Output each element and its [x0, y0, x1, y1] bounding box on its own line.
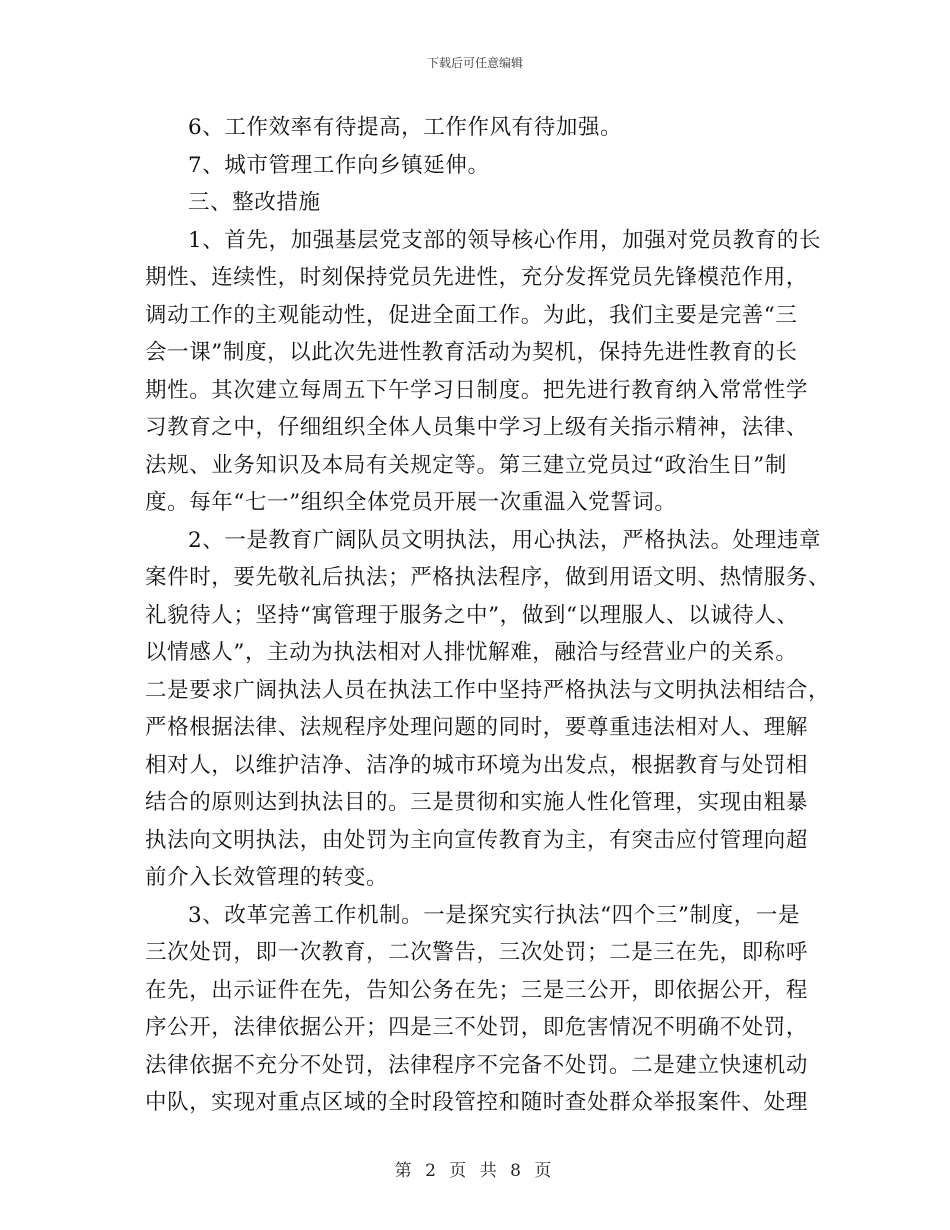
paragraph-line: 二是要求广阔执法人员在执法工作中坚持严格执法与文明执法相结合，: [145, 677, 831, 703]
list-item-7: 7、城市管理工作向乡镇延伸。: [188, 152, 490, 178]
paragraph-line: 以情感人”，主动为执法相对人排忧解难，融洽与经营业户的关系。: [145, 640, 798, 665]
paragraph-line: 相对人，以维护洁净、洁净的城市环境为出发点，根据教育与处罚相: [145, 752, 809, 778]
paragraph-line: 1、首先，加强基层党支部的领导核心作用，加强对党员教育的长: [188, 227, 822, 253]
page-header: 下载后可任意编辑: [426, 56, 523, 70]
paragraph-line: 度。每年“七一”组织全体党员开展一次重温入党誓词。: [145, 490, 677, 515]
paragraph-line: 序公开，法律依据公开；四是三不处罚，即危害情况不明确不处罚，: [145, 1015, 809, 1040]
paragraph-line: 期性、连续性，时刻保持党员先进性，充分发挥党员先锋模范作用，: [145, 265, 809, 290]
paragraph-line: 2、一是教育广阔队员文明执法，用心执法，严格执法。处理违章: [188, 527, 822, 553]
paragraph-line: 法律依据不充分不处罚，法律程序不完备不处罚。二是建立快速机动: [145, 1052, 809, 1078]
paragraph-line: 在先，出示证件在先，告知公务在先；三是三公开，即依据公开，程: [145, 977, 809, 1003]
paragraph-line: 礼貌待人；坚持“寓管理于服务之中”，做到“以理服人、以诚待人、: [145, 602, 799, 628]
paragraph-line: 3、改革完善工作机制。一是探究实行执法“四个三”制度，一是: [188, 902, 801, 928]
paragraph-line: 严格根据法律、法规程序处理问题的同时，要尊重违法相对人、理解: [145, 715, 809, 740]
paragraph-line: 案件时，要先敬礼后执法；严格执法程序，做到用语文明、热情服务、: [145, 565, 831, 590]
paragraph-line: 会一课”制度，以此次先进性教育活动为契机，保持先进性教育的长: [145, 340, 798, 365]
paragraph-line: 期性。其次建立每周五下午学习日制度。把先进行教育纳入常常性学: [145, 377, 809, 403]
page-footer: 第 2 页 共 8 页: [394, 1161, 556, 1181]
paragraph-line: 调动工作的主观能动性，促进全面工作。为此，我们主要是完善“三: [145, 302, 798, 328]
paragraph-line: 中队，实现对重点区域的全时段管控和随时查处群众举报案件、处理: [145, 1090, 809, 1115]
paragraph-line: 执法向文明执法，由处罚为主向宣传教育为主，有突击应付管理向超: [145, 827, 809, 853]
paragraph-line: 法规、业务知识及本局有关规定等。第三建立党员过“政治生日”制: [145, 452, 787, 478]
list-item-6: 6、工作效率有待提高，工作作风有待加强。: [188, 115, 623, 140]
section-heading: 三、整改措施: [188, 190, 321, 215]
paragraph-line: 结合的原则达到执法目的。三是贯彻和实施人性化管理，实现由粗暴: [145, 790, 809, 815]
paragraph-line: 三次处罚，即一次教育，二次警告，三次处罚；二是三在先，即称呼: [145, 940, 809, 965]
paragraph-line: 习教育之中，仔细组织全体人员集中学习上级有关指示精神，法律、: [145, 415, 809, 440]
document-body: [145, 112, 831, 1125]
paragraph-line: 前介入长效管理的转变。: [145, 865, 389, 890]
